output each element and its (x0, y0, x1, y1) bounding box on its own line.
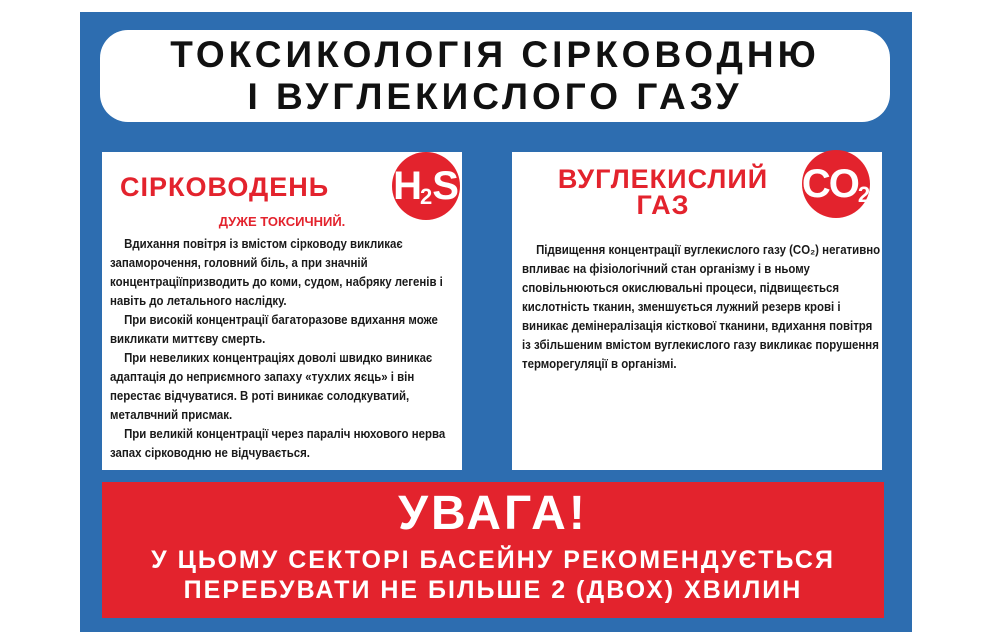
paragraph: При високій концентрації багаторазове вдихання може викликати миттєву смерть. (110, 312, 438, 346)
hydrogen-sulfide-text (110, 234, 453, 462)
paragraph: При великій концентрації через параліч нюхового нерва запах сірководню не відчувається. (110, 426, 446, 460)
title-line-2: І ВУГЛЕКИСЛОГО ГАЗУ (247, 76, 743, 117)
formula-main: H (393, 164, 420, 208)
formula-subscript: 2 (857, 182, 871, 207)
safety-sign (80, 12, 912, 632)
warning-title: УВАГА! (398, 487, 588, 540)
formula-main: CO (801, 162, 858, 206)
co2-formula-badge (802, 150, 870, 218)
carbon-dioxide-text (522, 240, 883, 373)
carbon-dioxide-panel (512, 152, 882, 470)
paragraph: Підвищення концентрації вуглекислого газу (CO₂) негативно впливає на фізіологічний стан організму і в ньому сповільнюються окислювальні процеси, підвищеється кислотність тканин, зменшується лужний резерв крові і виникає демінералізація кісткової тканини, вдихання повітря із збільшеним вмістом вуглекислого газу викликає порушення терморегуляції в організмі. (522, 242, 881, 371)
heading-line-1: ВУГЛЕКИСЛИЙ (557, 164, 769, 194)
carbon-dioxide-heading (528, 166, 798, 218)
warning-line-1: У ЦЬОМУ СЕКТОРІ БАСЕЙНУ РЕКОМЕНДУЄТЬСЯ (151, 546, 835, 574)
title-banner (100, 30, 890, 122)
paragraph: Вдихання повітря із вмістом сірководу викликає запаморочення, головний біль, а при значній концентраціїпризводить до коми, судом, набряку легенів і навіть до летального наслідку. (110, 236, 443, 308)
warning-banner (102, 482, 884, 618)
h2s-formula-badge (392, 152, 460, 220)
formula-subscript: 2 (419, 184, 433, 209)
paragraph: При невеликих концентраціях доволі швидко виникає адаптація до неприємного запаху «тухлих яєць» і він перестає відчуватися. В роті виникає солодкуватий, металвчний присмак. (110, 350, 433, 422)
hydrogen-sulfide-panel (102, 152, 462, 470)
warning-line-2: ПЕРЕБУВАТИ НЕ БІЛЬШЕ 2 (ДВОХ) ХВИЛИН (183, 576, 803, 604)
formula-end: S (432, 164, 459, 208)
toxicity-label: ДУЖЕ ТОКСИЧНИЙ. (218, 214, 346, 229)
hydrogen-sulfide-heading: СІРКОВОДЕНЬ (120, 172, 330, 202)
title-line-1: ТОКСИКОЛОГІЯ СІРКОВОДНЮ (170, 34, 820, 75)
heading-line-2: ГАЗ (636, 190, 690, 220)
